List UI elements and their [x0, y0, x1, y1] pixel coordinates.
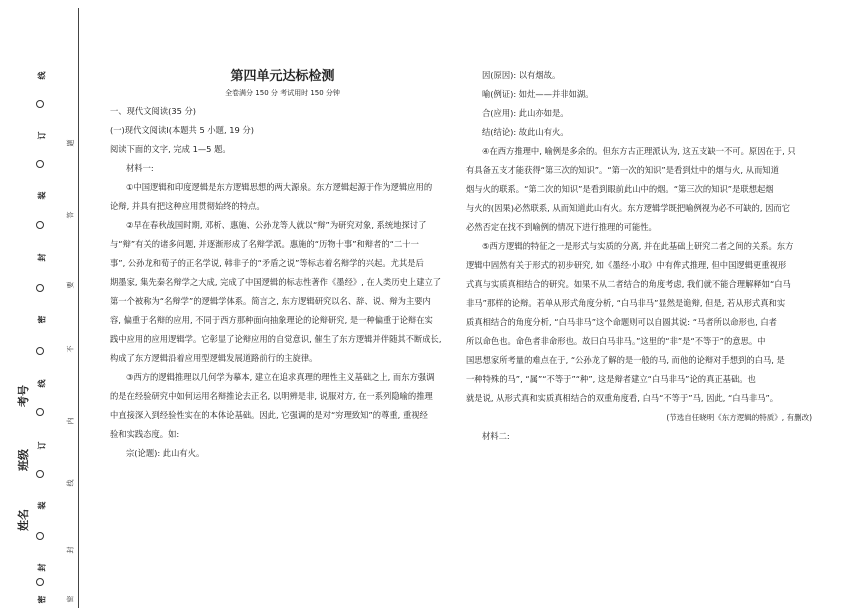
notice-char: 答: [66, 211, 75, 219]
binding-hole: [36, 100, 44, 108]
text-line: 一种特殊的马”, “属”“不等于”“种”, 这是辩者建立“白马非马”论的真正基础。也: [466, 374, 756, 384]
notice-char: 题: [66, 139, 75, 147]
notice-char: 不: [66, 345, 75, 353]
seal-char: 密: [37, 595, 47, 604]
text-line: ①中国逻辑和印度逻辑是东方逻辑思想的两大源泉。东方逻辑起源于作为逻辑应用的: [126, 182, 433, 192]
text-line: 与“辩”有关的诸多问题, 并逐渐形成了名辩学派。惠施的“历物十事”和辩者的“二十一: [110, 239, 419, 249]
class-label: 班级: [17, 449, 30, 471]
section-heading: 一、现代文阅读(35 分): [110, 106, 197, 116]
text-line: 合(应用): 此山亦如是。: [482, 108, 569, 118]
text-line: 的是在经验研究中如何运用名辩推论去正名, 以明辨是非, 说服对方, 在一系列隐喻的推理: [110, 391, 433, 401]
seal-char: 线: [37, 71, 47, 80]
binding-hole: [36, 347, 44, 355]
text-line: 第一个被称为“名辩学”的逻辑学体系。简言之, 东方逻辑研究以名、辞、说、辩为主要内: [110, 296, 431, 306]
notice-char: 要: [66, 281, 75, 289]
text-line: 质真相结合的角度分析, “白马非马”这个命题则可以自圆其说: “马者所以命形也, 白者: [466, 317, 777, 327]
seal-char: 封: [37, 253, 47, 262]
notice-char: 线: [66, 479, 75, 487]
text-line: 非马”那样的论辩。若单从形式角度分析, “白马非马”显然是诡辩, 但是, 若从形式真和实: [466, 298, 786, 308]
text-line: 必然否定在找不到喻例的情况下进行推理的可能性。: [466, 222, 657, 232]
seal-char: 封: [37, 563, 47, 572]
exam-info: 全卷满分 150 分 考试用时 150 分钟: [225, 89, 340, 97]
notice-char: 密: [66, 595, 75, 603]
text-line: 式真与实质真相结合的研究。如果不从二者结合的角度考虑, 我们就不能合理解释如“白马: [466, 279, 791, 289]
binding-hole: [36, 408, 44, 416]
instruction: 阅读下面的文字, 完成 1—5 题。: [110, 144, 231, 154]
text-line: 烟与火的联系。“第二次的知识”是看到眼前此山中的烟。“第三次的知识”是联想起烟: [466, 184, 774, 194]
text-line: 验和实践态度。如:: [110, 429, 180, 439]
seal-char: 装: [37, 191, 47, 200]
text-line: 国思想家所考量的难点在于, “公孙龙了解的是一般的马, 而他的论辩对手想到的白马, 是: [466, 355, 785, 365]
text-line: 宗(论题): 此山有火。: [126, 448, 205, 458]
binding-hole: [36, 532, 44, 540]
seal-char: 装: [37, 501, 47, 510]
right-column: [466, 66, 812, 446]
text-line: 与火的(因果)必然联系, 从而知道此山有火。东方逻辑学既把喻例视为必不可缺的, 因而它: [466, 203, 791, 213]
text-line: 容, 偏重于名辩的应用, 不同于西方那种面向抽象理论的论辩研究, 是一种偏重于论辩在实: [110, 315, 433, 325]
page-title: 第四单元达标检测: [230, 69, 335, 84]
text-line: ④在西方推理中, 喻例是多余的。但东方古正理派认为, 这五支缺一不可。原因在于, 只: [482, 146, 796, 156]
text-line: 期墨家, 集先秦名辩学之大成, 完成了中国逻辑的标志性著作《墨经》, 在人类历史上建立了: [110, 277, 442, 287]
seal-char: 线: [37, 379, 47, 388]
binding-hole: [36, 470, 44, 478]
text-line: ③西方的逻辑推理以几何学为摹本, 建立在追求真理的理性主义基础之上, 而东方强调: [126, 372, 435, 382]
notice-char: 封: [66, 546, 75, 554]
binding-hole: [36, 221, 44, 229]
text-line: ②早在春秋战国时期, 邓析、惠施、公孙龙等人就以“辩”为研究对象, 系统地探讨了: [126, 220, 427, 230]
seal-char: 订: [37, 131, 47, 140]
text-line: 逻辑中固然有关于形式的初步研究, 如《墨经·小取》中有侔式推理, 但中国逻辑更重视形: [466, 260, 787, 270]
source-citation: (节选自任晓明《东方逻辑的特质》, 有删改): [666, 413, 812, 422]
text-line: 喻(例证): 如灶——并非如湖。: [482, 89, 594, 99]
seal-char: 订: [37, 441, 47, 450]
left-column: [110, 60, 455, 463]
subsection-heading: (一)现代文阅读Ⅰ(本题共 5 小题, 19 分): [110, 125, 254, 135]
binding-hole: [36, 578, 44, 586]
binding-hole: [36, 160, 44, 168]
seal-char: 密: [37, 315, 47, 324]
text-line: 论辩, 并具有把这种应用贯彻始终的特点。: [110, 201, 265, 211]
name-label: 姓名: [17, 509, 30, 531]
binding-line: [78, 8, 79, 608]
text-line: 有具备五支才能获得“第三次的知识”。“第一次的知识”是看到灶中的烟与火, 从而知道: [466, 165, 779, 175]
text-line: 中直接深入到经验性实在的本体论基础。因此, 它强调的是对“穷理致知”的尊重, 重视经: [110, 410, 428, 420]
text-line: 构成了东方逻辑沿着应用型逻辑发展道路前行的主旋律。: [110, 353, 318, 363]
text-line: 就是说, 从形式真和实质真相结合的双重角度看, 白马“不等于”马, 因此, “白马非马”。: [466, 393, 779, 403]
binding-hole: [36, 284, 44, 292]
binding-margin: [0, 0, 98, 608]
notice-char: 内: [66, 417, 75, 425]
material-label: 材料一:: [126, 163, 154, 173]
exam-number-label: 考号: [17, 385, 30, 407]
text-line: 因(原因): 以有烟故。: [482, 70, 561, 80]
text-line: 结(结论): 故此山有火。: [482, 127, 569, 137]
text-line: ⑤西方逻辑的特征之一是形式与实质的分离, 并在此基础上研究二者之间的关系。东方: [482, 241, 794, 251]
material-label: 材料二:: [482, 431, 510, 441]
text-line: 践中应用的应用逻辑学。它彰显了论辩应用的自觉意识, 催生了东方逻辑并伴随其不断成长,: [110, 334, 442, 344]
text-line: 事”, 公孙龙和荀子的正名学说, 韩非子的“矛盾之说”等标志着名辩学的兴起。尤其是后: [110, 258, 424, 268]
text-line: 所以命色也。命色者非命形也。故曰白马非马。”这里的“非”是“不等于”的意思。中: [466, 336, 766, 346]
